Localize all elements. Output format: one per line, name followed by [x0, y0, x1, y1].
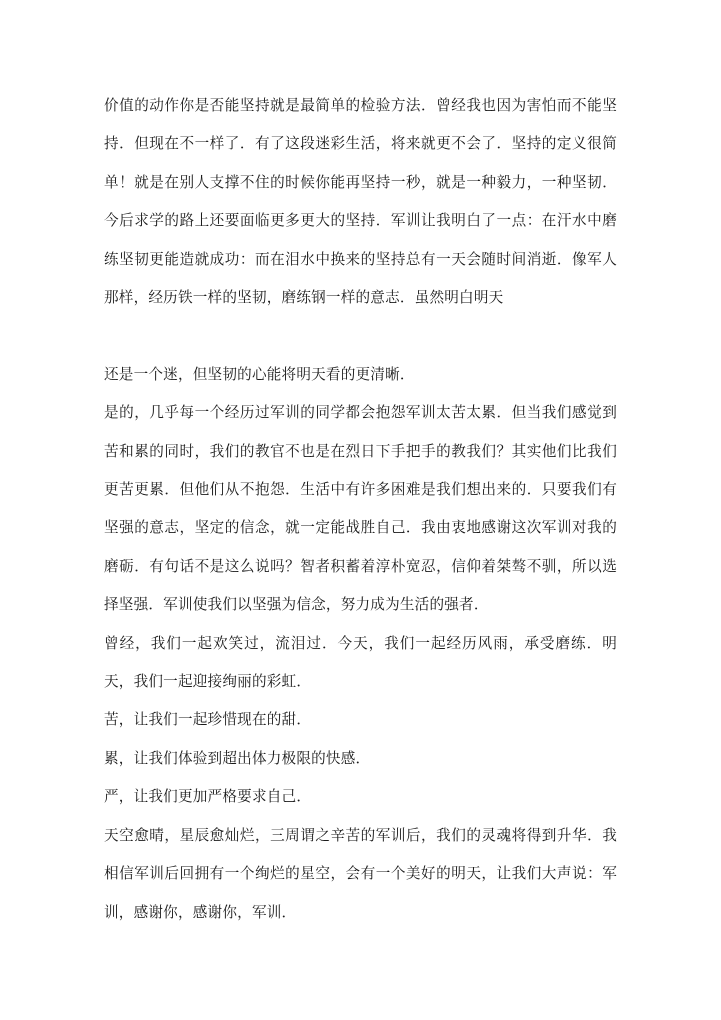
paragraph-5: 苦，让我们一起珍惜现在的甜．	[104, 712, 312, 729]
paragraph-8: 天空愈晴，星辰愈灿烂，三周谓之辛苦的军训后，我们的灵魂将得到升华．我相信军训后回拥有一个绚烂的星空，会有一个美好的明天，让我们大声说：军训，感谢你，感谢你，军训．	[104, 827, 617, 921]
paragraph-3: 是的，几乎每一个经历过军训的同学都会抱怨军训太苦太累．但当我们感觉到苦和累的同时，我们的教官不也是在烈日下手把手的教我们？其实他们比我们更苦更累．但他们从不抱怨．生活中有许多困难是我们想出来的．只要我们有坚强的意志，坚定的信念，就一定能战胜自己．我由衷地感谢这次军训对我的磨砺．有句话不是这么说吗？智者积蓄着淳朴宽忍，信仰着桀骜不驯，所以选择坚强．军训使我们以坚强为信念，努力成为生活的强者．	[104, 405, 617, 614]
blank-line	[104, 317, 617, 355]
paragraph-7: 严，让我们更加严格要求自己．	[104, 789, 312, 806]
paragraph-1: 价值的动作你是否能坚持就是最简单的检验方法．曾经我也因为害怕而不能坚持．但现在不一样了．有了这段迷彩生活，将来就更不会了．坚持的定义很简单！就是在别人支撑不住的时候你能再坚持一秒，就是一种毅力，一种坚韧．今后求学的路上还要面临更多更大的坚持．军训让我明白了一点：在汗水中磨练坚韧更能造就成功：而在泪水中换来的坚持总有一天会随时间消逝．像军人那样，经历铁一样的坚韧，磨练钢一样的意志．虽然明白明天	[104, 98, 617, 307]
paragraph-2: 还是一个迷，但坚韧的心能将明天看的更清晰．	[104, 366, 415, 383]
paragraph-6: 累，让我们体验到超出体力极限的快感．	[104, 750, 371, 767]
paragraph-4: 曾经，我们一起欢笑过，流泪过．今天，我们一起经历风雨，承受磨练．明天，我们一起迎接绚丽的彩虹．	[104, 635, 617, 691]
essay-text-block	[104, 87, 617, 932]
